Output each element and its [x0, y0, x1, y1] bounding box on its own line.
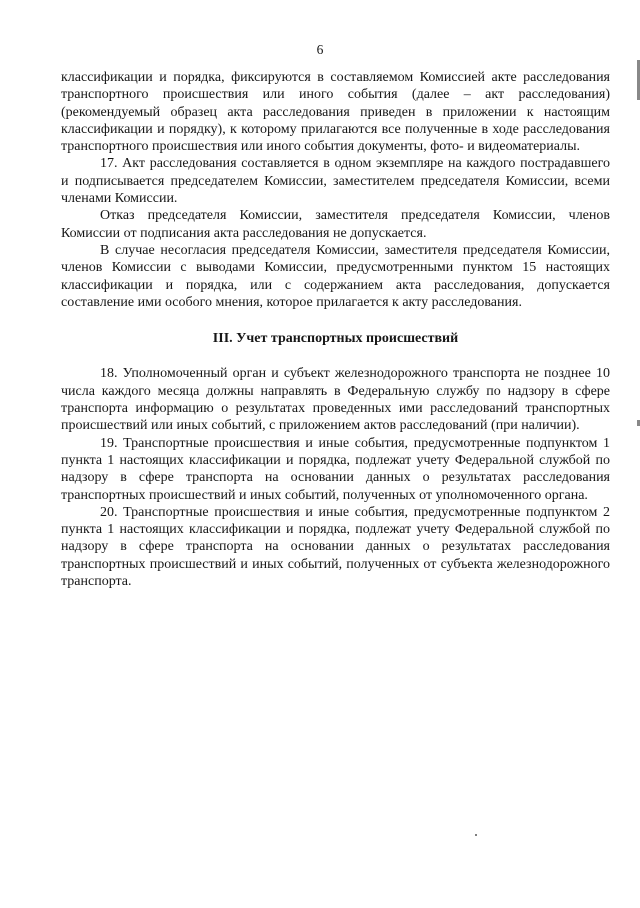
paragraph-continued: классификации и порядка, фиксируются в составляемом Комиссией акте расследования транспортного происшествия или иного события (далее – акт расследования) (рекомендуемый образец акта расследования приведен в приложении к настоящим классификации и порядку), к которому прилагаются все полученные в ходе расследования транспортного происшествия или иного события документы, фото- и видеоматериалы.: [61, 70, 610, 155]
paragraph-20: 20. Транспортные происшествия и иные события, предусмотренные подпунктом 2 пункта 1 настоящих классификации и порядка, подлежат учету Федеральной службой по надзору в сфере транспорта на основании данных о результатах расследования транспортных происшествий и иных событий, полученных от субъекта железнодорожного транспорта.: [61, 504, 610, 590]
paragraph-17-refusal: Отказ председателя Комиссии, заместителя председателя Комиссии, членов Комиссии от подписания акта расследования не допускается.: [61, 208, 610, 241]
document-body: [61, 69, 610, 590]
paragraph-17-disagreement: В случае несогласия председателя Комиссии, заместителя председателя Комиссии, членов Комиссии с выводами Комиссии, предусмотренными пунктом 15 настоящих классификации и порядка, или с содержанием акта расследования, допускается составление ими особого мнения, которое прилагается к акту расследования.: [61, 242, 610, 310]
page-number: 6: [316, 42, 324, 57]
paragraph-19: 19. Транспортные происшествия и иные события, предусмотренные подпунктом 1 пункта 1 настоящих классификации и порядка, подлежат учету Федеральной службой по надзору в сфере транспорта на основании данных о результатах расследования транспортных происшествий и иных событий, полученных от уполномоченного органа.: [61, 435, 610, 503]
scan-speck: [475, 834, 477, 836]
paragraph-17: 17. Акт расследования составляется в одном экземпляре на каждого пострадавшего и подписывается председателем Комиссии, заместителем председателя Комиссии, всеми членами Комиссии.: [61, 156, 610, 207]
section-heading: III. Учет транспортных происшествий: [212, 331, 459, 347]
paragraph-18: 18. Уполномоченный орган и субъект железнодорожного транспорта не позднее 10 числа каждого месяца должны направлять в Федеральную службу по надзору в сфере транспорта информацию о результатах проведенных ими расследований транспортных происшествий или иных событий, с приложением актов расследований (при наличии).: [61, 366, 610, 434]
